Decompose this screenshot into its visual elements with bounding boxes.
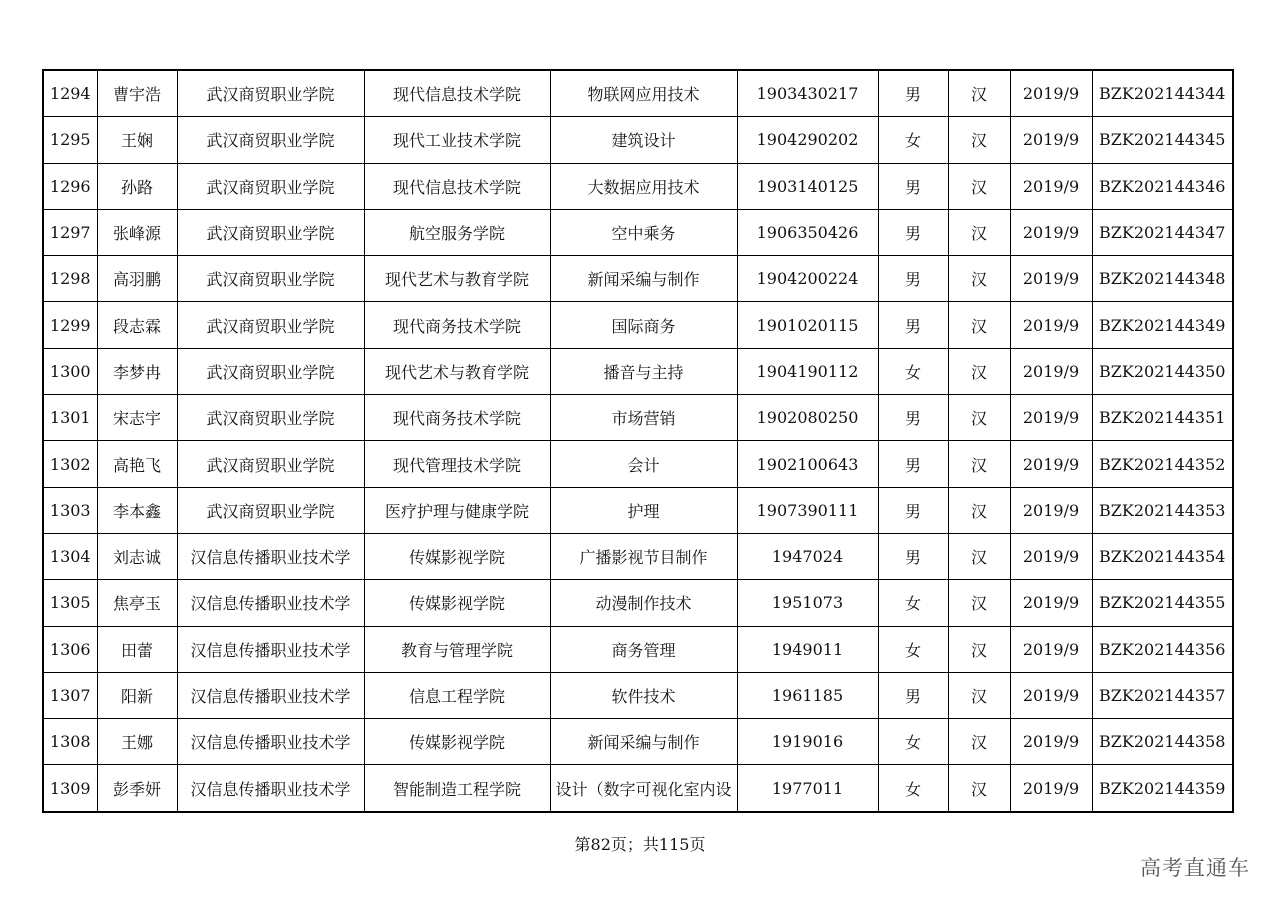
certificate-number-cell: BZK202144351: [1092, 395, 1233, 441]
college-cell: 智能制造工程学院: [364, 765, 550, 812]
college-cell: 传媒影视学院: [364, 719, 550, 765]
gender-cell: 男: [878, 163, 948, 209]
certificate-number-cell: BZK202144344: [1092, 70, 1233, 117]
certificate-number-cell: BZK202144354: [1092, 533, 1233, 579]
school-cell: 武汉商贸职业学院: [177, 70, 364, 117]
enrollment-date-cell: 2019/9: [1010, 533, 1092, 579]
gender-cell: 男: [878, 533, 948, 579]
college-cell: 现代工业技术学院: [364, 117, 550, 163]
table-row: [43, 256, 1233, 302]
name-cell: 彭季妍: [97, 765, 177, 812]
school-cell: 汉信息传播职业技术学: [177, 765, 364, 812]
major-cell: 建筑设计: [550, 117, 737, 163]
row-number-cell: 1304: [43, 533, 97, 579]
certificate-number-cell: BZK202144358: [1092, 719, 1233, 765]
major-cell: 新闻采编与制作: [550, 256, 737, 302]
table-row: [43, 533, 1233, 579]
major-cell: 商务管理: [550, 626, 737, 672]
enrollment-date-cell: 2019/9: [1010, 256, 1092, 302]
enrollment-date-cell: 2019/9: [1010, 395, 1092, 441]
major-cell: 物联网应用技术: [550, 70, 737, 117]
row-number-cell: 1305: [43, 580, 97, 626]
table-row: [43, 719, 1233, 765]
enrollment-date-cell: 2019/9: [1010, 441, 1092, 487]
table-row: [43, 117, 1233, 163]
student-id-cell: 1907390111: [737, 487, 878, 533]
college-cell: 航空服务学院: [364, 209, 550, 255]
table-row: [43, 70, 1233, 117]
major-cell: 空中乘务: [550, 209, 737, 255]
college-cell: 教育与管理学院: [364, 626, 550, 672]
ethnicity-cell: 汉: [948, 765, 1010, 812]
major-cell: 广播影视节目制作: [550, 533, 737, 579]
gender-cell: 女: [878, 765, 948, 812]
ethnicity-cell: 汉: [948, 395, 1010, 441]
certificate-number-cell: BZK202144359: [1092, 765, 1233, 812]
school-cell: 武汉商贸职业学院: [177, 209, 364, 255]
gender-cell: 女: [878, 117, 948, 163]
college-cell: 现代艺术与教育学院: [364, 256, 550, 302]
row-number-cell: 1302: [43, 441, 97, 487]
certificate-number-cell: BZK202144347: [1092, 209, 1233, 255]
name-cell: 段志霖: [97, 302, 177, 348]
major-cell: 新闻采编与制作: [550, 719, 737, 765]
name-cell: 李本鑫: [97, 487, 177, 533]
page-number: 第82页；共115页: [574, 835, 706, 854]
name-cell: 田蕾: [97, 626, 177, 672]
enrollment-date-cell: 2019/9: [1010, 487, 1092, 533]
enrollment-date-cell: 2019/9: [1010, 117, 1092, 163]
table-row: [43, 765, 1233, 812]
student-id-cell: 1902080250: [737, 395, 878, 441]
enrollment-date-cell: 2019/9: [1010, 302, 1092, 348]
name-cell: 曹宇浩: [97, 70, 177, 117]
gender-cell: 男: [878, 441, 948, 487]
school-cell: 武汉商贸职业学院: [177, 256, 364, 302]
major-cell: 会计: [550, 441, 737, 487]
ethnicity-cell: 汉: [948, 487, 1010, 533]
table-row: [43, 302, 1233, 348]
student-id-cell: 1961185: [737, 672, 878, 718]
certificate-number-cell: BZK202144353: [1092, 487, 1233, 533]
name-cell: 宋志宇: [97, 395, 177, 441]
enrollment-date-cell: 2019/9: [1010, 70, 1092, 117]
name-cell: 李梦冉: [97, 348, 177, 394]
ethnicity-cell: 汉: [948, 117, 1010, 163]
student-id-cell: 1903430217: [737, 70, 878, 117]
major-cell: 市场营销: [550, 395, 737, 441]
table-row: [43, 626, 1233, 672]
enrollment-date-cell: 2019/9: [1010, 163, 1092, 209]
major-cell: 大数据应用技术: [550, 163, 737, 209]
name-cell: 张峰源: [97, 209, 177, 255]
ethnicity-cell: 汉: [948, 533, 1010, 579]
certificate-number-cell: BZK202144356: [1092, 626, 1233, 672]
ethnicity-cell: 汉: [948, 348, 1010, 394]
table-row: [43, 209, 1233, 255]
school-cell: 武汉商贸职业学院: [177, 395, 364, 441]
gender-cell: 女: [878, 626, 948, 672]
college-cell: 传媒影视学院: [364, 533, 550, 579]
ethnicity-cell: 汉: [948, 163, 1010, 209]
student-id-cell: 1904200224: [737, 256, 878, 302]
ethnicity-cell: 汉: [948, 626, 1010, 672]
student-id-cell: 1949011: [737, 626, 878, 672]
school-cell: 武汉商贸职业学院: [177, 348, 364, 394]
gender-cell: 女: [878, 580, 948, 626]
table-row: [43, 163, 1233, 209]
certificate-number-cell: BZK202144349: [1092, 302, 1233, 348]
student-records-table: [42, 69, 1234, 813]
school-cell: 武汉商贸职业学院: [177, 163, 364, 209]
watermark-text: 高考直通车: [1140, 856, 1250, 880]
table-row: [43, 395, 1233, 441]
name-cell: 高羽鹏: [97, 256, 177, 302]
major-cell: 护理: [550, 487, 737, 533]
enrollment-date-cell: 2019/9: [1010, 672, 1092, 718]
student-id-cell: 1951073: [737, 580, 878, 626]
row-number-cell: 1297: [43, 209, 97, 255]
enrollment-date-cell: 2019/9: [1010, 626, 1092, 672]
certificate-number-cell: BZK202144357: [1092, 672, 1233, 718]
school-cell: 汉信息传播职业技术学: [177, 626, 364, 672]
major-cell: 软件技术: [550, 672, 737, 718]
row-number-cell: 1303: [43, 487, 97, 533]
enrollment-date-cell: 2019/9: [1010, 209, 1092, 255]
ethnicity-cell: 汉: [948, 209, 1010, 255]
gender-cell: 男: [878, 672, 948, 718]
ethnicity-cell: 汉: [948, 302, 1010, 348]
college-cell: 现代信息技术学院: [364, 70, 550, 117]
gender-cell: 男: [878, 302, 948, 348]
table-row: [43, 441, 1233, 487]
gender-cell: 男: [878, 395, 948, 441]
ethnicity-cell: 汉: [948, 672, 1010, 718]
gender-cell: 男: [878, 70, 948, 117]
row-number-cell: 1307: [43, 672, 97, 718]
row-number-cell: 1294: [43, 70, 97, 117]
row-number-cell: 1298: [43, 256, 97, 302]
row-number-cell: 1296: [43, 163, 97, 209]
enrollment-date-cell: 2019/9: [1010, 719, 1092, 765]
certificate-number-cell: BZK202144350: [1092, 348, 1233, 394]
name-cell: 王娜: [97, 719, 177, 765]
college-cell: 现代艺术与教育学院: [364, 348, 550, 394]
gender-cell: 女: [878, 348, 948, 394]
ethnicity-cell: 汉: [948, 580, 1010, 626]
name-cell: 刘志诚: [97, 533, 177, 579]
student-id-cell: 1906350426: [737, 209, 878, 255]
student-id-cell: 1919016: [737, 719, 878, 765]
school-cell: 汉信息传播职业技术学: [177, 719, 364, 765]
name-cell: 王娴: [97, 117, 177, 163]
ethnicity-cell: 汉: [948, 70, 1010, 117]
school-cell: 武汉商贸职业学院: [177, 117, 364, 163]
student-id-cell: 1977011: [737, 765, 878, 812]
college-cell: 信息工程学院: [364, 672, 550, 718]
student-id-cell: 1904190112: [737, 348, 878, 394]
student-id-cell: 1904290202: [737, 117, 878, 163]
college-cell: 现代管理技术学院: [364, 441, 550, 487]
gender-cell: 男: [878, 209, 948, 255]
enrollment-date-cell: 2019/9: [1010, 348, 1092, 394]
row-number-cell: 1301: [43, 395, 97, 441]
table-row: [43, 487, 1233, 533]
certificate-number-cell: BZK202144355: [1092, 580, 1233, 626]
certificate-number-cell: BZK202144348: [1092, 256, 1233, 302]
school-cell: 汉信息传播职业技术学: [177, 580, 364, 626]
row-number-cell: 1300: [43, 348, 97, 394]
table-body: [43, 70, 1233, 812]
row-number-cell: 1295: [43, 117, 97, 163]
student-id-cell: 1901020115: [737, 302, 878, 348]
gender-cell: 男: [878, 256, 948, 302]
major-cell: 动漫制作技术: [550, 580, 737, 626]
name-cell: 高艳飞: [97, 441, 177, 487]
certificate-number-cell: BZK202144345: [1092, 117, 1233, 163]
student-id-cell: 1903140125: [737, 163, 878, 209]
gender-cell: 男: [878, 487, 948, 533]
ethnicity-cell: 汉: [948, 256, 1010, 302]
ethnicity-cell: 汉: [948, 441, 1010, 487]
row-number-cell: 1308: [43, 719, 97, 765]
college-cell: 现代信息技术学院: [364, 163, 550, 209]
school-cell: 武汉商贸职业学院: [177, 487, 364, 533]
major-cell: 国际商务: [550, 302, 737, 348]
name-cell: 阳新: [97, 672, 177, 718]
school-cell: 汉信息传播职业技术学: [177, 672, 364, 718]
row-number-cell: 1306: [43, 626, 97, 672]
college-cell: 医疗护理与健康学院: [364, 487, 550, 533]
college-cell: 现代商务技术学院: [364, 302, 550, 348]
enrollment-date-cell: 2019/9: [1010, 580, 1092, 626]
name-cell: 孙路: [97, 163, 177, 209]
enrollment-date-cell: 2019/9: [1010, 765, 1092, 812]
student-id-cell: 1902100643: [737, 441, 878, 487]
major-cell: 播音与主持: [550, 348, 737, 394]
certificate-number-cell: BZK202144352: [1092, 441, 1233, 487]
table-row: [43, 580, 1233, 626]
name-cell: 焦亭玉: [97, 580, 177, 626]
school-cell: 武汉商贸职业学院: [177, 302, 364, 348]
row-number-cell: 1299: [43, 302, 97, 348]
major-cell: 设计（数字可视化室内设: [550, 765, 737, 812]
college-cell: 现代商务技术学院: [364, 395, 550, 441]
row-number-cell: 1309: [43, 765, 97, 812]
table-row: [43, 348, 1233, 394]
student-id-cell: 1947024: [737, 533, 878, 579]
certificate-number-cell: BZK202144346: [1092, 163, 1233, 209]
school-cell: 汉信息传播职业技术学: [177, 533, 364, 579]
table-row: [43, 672, 1233, 718]
school-cell: 武汉商贸职业学院: [177, 441, 364, 487]
gender-cell: 女: [878, 719, 948, 765]
ethnicity-cell: 汉: [948, 719, 1010, 765]
college-cell: 传媒影视学院: [364, 580, 550, 626]
